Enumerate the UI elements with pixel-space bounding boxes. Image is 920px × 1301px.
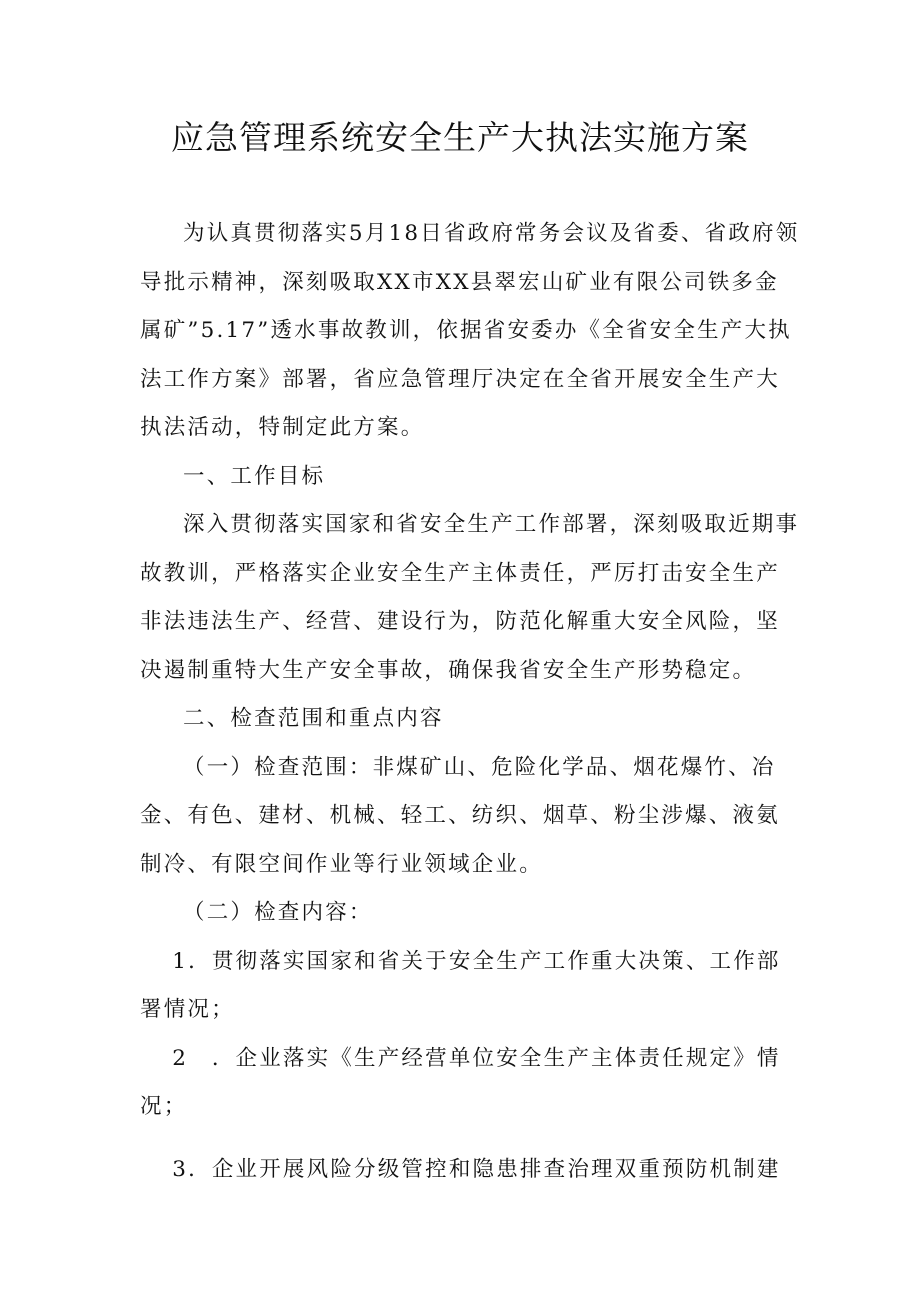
section-1-text: 深入贯彻落实国家和省安全生产工作部署，深刻吸取近期事故教训，严格落实企业安全生产主体责任，严厉打击安全生产非法违法生产、经营、建设行为，防范化解重大安全风险，坚决遏制重特大生产安全事故，确保我省安全生产形势稳定。 xyxy=(140,512,800,683)
document-body xyxy=(140,210,800,1194)
document-title: 应急管理系统安全生产大执法实施方案 xyxy=(171,118,749,157)
inspection-content-heading: （二）检查内容： xyxy=(183,900,373,925)
inspection-item-2: 2 ．企业落实《生产经营单位安全生产主体责任规定》情况； xyxy=(140,1045,781,1119)
inspection-item-1: 1．贯彻落实国家和省关于安全生产工作重大决策、工作部署情况； xyxy=(140,948,781,1022)
section-1-heading: 一、工作目标 xyxy=(183,463,326,489)
spacer xyxy=(140,1132,800,1146)
inspection-scope: （一）检查范围：非煤矿山、危险化学品、烟花爆竹、冶金、有色、建材、机械、轻工、纺织、烟草、粉尘涉爆、液氨制冷、有限空间作业等行业领域企业。 xyxy=(140,754,780,877)
intro-paragraph: 为认真贯彻落实5月18日省政府常务会议及省委、省政府领导批示精神，深刻吸取XX市XX县翠宏山矿业有限公司铁多金属矿”5.17”透水事故教训，依据省安委办《全省安全生产大执法工作方案》部署，省应急管理厅决定在全省开展安全生产大执法活动，特制定此方案。 xyxy=(140,221,800,440)
inspection-item-3: 3．企业开展风险分级管控和隐患排查治理双重预防机制建 xyxy=(172,1156,781,1182)
section-2-heading: 二、检查范围和重点内容 xyxy=(183,706,444,731)
